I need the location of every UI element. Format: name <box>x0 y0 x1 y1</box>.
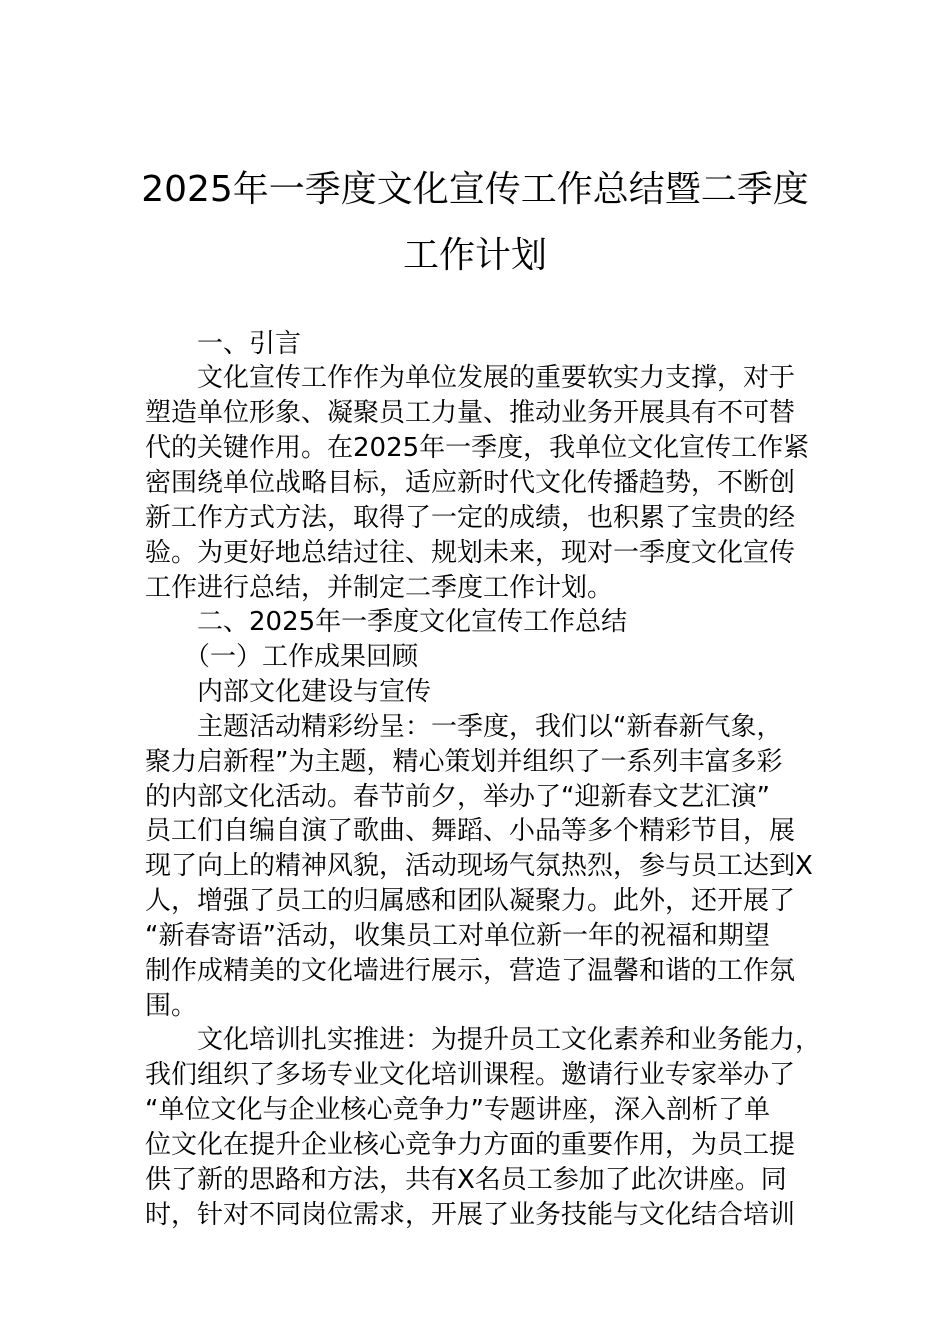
paragraph-line: 供了新的思路和方法，共有X名员工参加了此次讲座。同 <box>145 1165 787 1195</box>
paragraph-line: 验。为更好地总结过往、规划未来，现对一季度文化宣传 <box>145 538 796 568</box>
paragraph-line: 围。 <box>145 991 198 1021</box>
paragraph-line: 主题活动精彩纷呈：一季度，我们以“新春新气象， <box>145 712 783 742</box>
paragraph-line: 时，针对不同岗位需求，开展了业务技能与文化结合培训 <box>145 1200 796 1230</box>
paragraph-line: 我们组织了多场专业文化培训课程。邀请行业专家举办了 <box>145 1060 796 1090</box>
paragraph-line: 人，增强了员工的归属感和团队凝聚力。此外，还开展了 <box>145 886 796 916</box>
paragraph-line: 新工作方式方法，取得了一定的成绩，也积累了宝贵的经 <box>145 503 796 533</box>
paragraph-line: 聚力启新程”为主题，精心策划并组织了一系列丰富多彩 <box>145 747 783 777</box>
paragraph-line: “新春寄语”活动，收集员工对单位新一年的祝福和期望 <box>145 921 770 951</box>
section-heading-summary: 二、2025年一季度文化宣传工作总结 <box>145 607 628 637</box>
paragraph-line: “单位文化与企业核心竞争力”专题讲座，深入剖析了单 <box>145 1095 770 1125</box>
paragraph-line: 文化培训扎实推进：为提升员工文化素养和业务能力， <box>145 1025 822 1055</box>
subsection-heading-results: （一）工作成果回顾 <box>145 642 419 672</box>
paragraph-line: 员工们自编自演了歌曲、舞蹈、小品等多个精彩节目，展 <box>145 816 796 846</box>
paragraph-line: 的内部文化活动。春节前夕，举办了“迎新春文艺汇演” <box>145 782 770 812</box>
subsection-heading-internal-culture: 内部文化建设与宣传 <box>145 677 432 707</box>
paragraph-line: 文化宣传工作作为单位发展的重要软实力支撑，对于 <box>145 363 796 393</box>
paragraph-line: 塑造单位形象、凝聚员工力量、推动业务开展具有不可替 <box>145 398 796 428</box>
paragraph-line: 工作进行总结，并制定二季度工作计划。 <box>145 573 614 603</box>
paragraph-line: 现了向上的精神风貌，活动现场气氛热烈，参与员工达到X <box>145 851 813 881</box>
paragraph-line: 代的关键作用。在2025年一季度，我单位文化宣传工作紧 <box>145 433 810 463</box>
paragraph-line: 位文化在提升企业核心竞争力方面的重要作用，为员工提 <box>145 1130 796 1160</box>
paragraph-line: 密围绕单位战略目标，适应新时代文化传播趋势，不断创 <box>145 468 796 498</box>
document-title-line-2: 工作计划 <box>402 235 547 276</box>
paragraph-line: 制作成精美的文化墙进行展示，营造了温馨和谐的工作氛 <box>145 956 796 986</box>
section-heading-introduction: 一、引言 <box>145 329 302 359</box>
document-title-line-1: 2025年一季度文化宣传工作总结暨二季度 <box>141 169 809 210</box>
